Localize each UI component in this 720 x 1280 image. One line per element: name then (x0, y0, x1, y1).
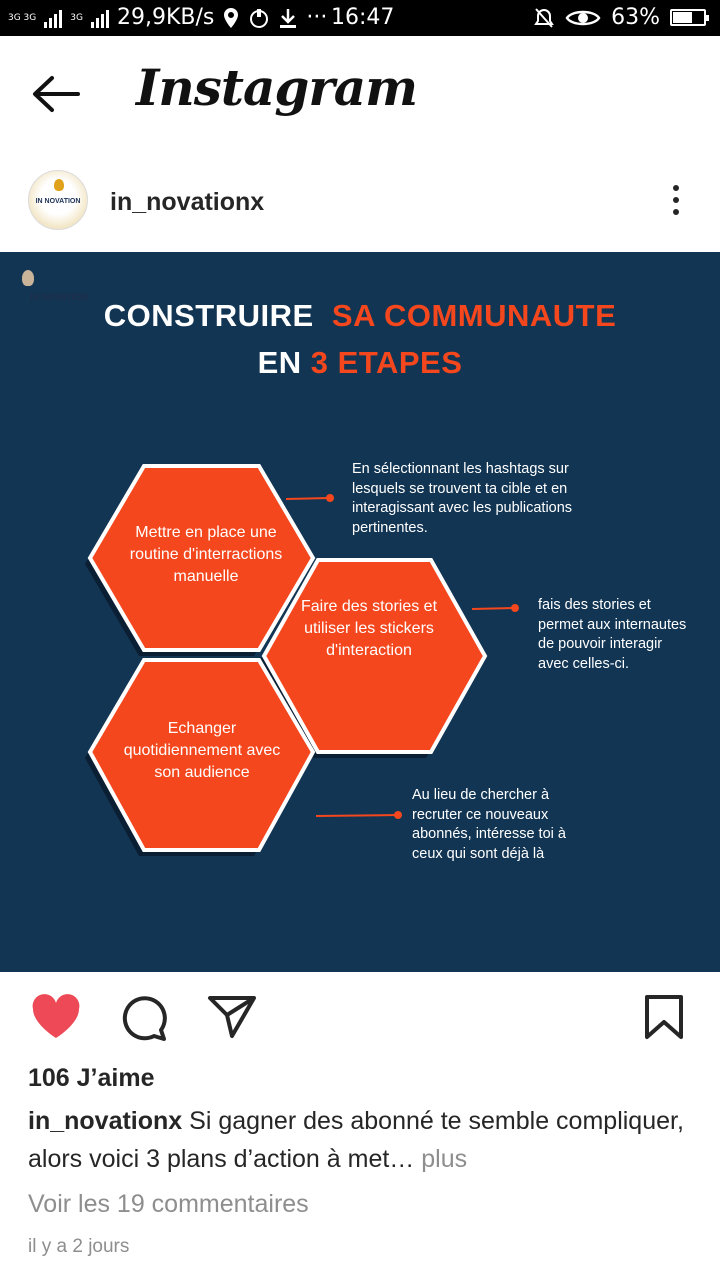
instagram-logo: Instagram (136, 58, 417, 117)
caption-more-link[interactable]: plus (421, 1145, 468, 1173)
comment-icon (118, 994, 170, 1044)
connector-dot-2 (511, 604, 519, 612)
more-dot-icon (673, 209, 679, 215)
note-3: Au lieu de chercher à recruter ce nouveaux abonnés, intéresse toi à ceux qui sont déjà là (412, 787, 566, 862)
overflow-dots: ··· (306, 5, 328, 30)
location-icon (222, 7, 240, 29)
more-dot-icon (673, 185, 679, 191)
hexagon-1-text: Mettre en place une routine d'interractions manuelle (129, 524, 283, 585)
connector-line-2 (472, 608, 515, 609)
connector-line-1 (286, 498, 330, 499)
post-caption (28, 1102, 692, 1178)
connector-dot-3 (394, 811, 402, 819)
heart-icon (30, 994, 82, 1040)
back-button[interactable] (30, 74, 82, 114)
mute-bell-icon (533, 7, 555, 29)
post-username[interactable]: in_novationx (110, 188, 265, 216)
battery-percent: 63% (611, 5, 660, 30)
app-header (0, 36, 720, 148)
like-count[interactable]: 106 J’aime (28, 1064, 155, 1092)
share-button[interactable] (206, 994, 258, 1045)
network-type: 3G 3G (8, 12, 37, 23)
send-icon (206, 994, 258, 1040)
post-actions (0, 972, 720, 1064)
like-button[interactable] (30, 994, 82, 1045)
hexagon-2-text: Faire des stories et utiliser les stickers d'interaction (300, 598, 438, 659)
signal-icon (44, 8, 62, 28)
brand-logo-text: IN NOVATION (30, 292, 88, 302)
connector-dot-1 (326, 494, 334, 502)
status-bar (0, 0, 720, 36)
battery-level (673, 12, 692, 23)
network-type-2: 3G (70, 12, 83, 23)
view-comments-link[interactable]: Voir les 19 commentaires (28, 1190, 309, 1218)
arrow-left-icon (30, 74, 82, 114)
hexagon-3-text: Echanger quotidiennement avec son audience (123, 720, 281, 781)
caption-text: Si gagner des abonné te semble compliquer, alors voici 3 plans d’action à met… (28, 1107, 684, 1173)
signal-icon-2 (91, 8, 109, 28)
headline-orange-2: 3 ETAPES (310, 345, 463, 380)
headline-white-2: EN (257, 345, 302, 380)
eye-comfort-icon (565, 7, 601, 29)
network-speed: 29,9KB/s (116, 5, 215, 30)
post-timestamp: il y a 2 jours (28, 1236, 130, 1257)
avatar-logo-text: IN NOVATION (35, 198, 81, 205)
data-saver-icon (248, 7, 270, 29)
save-button[interactable] (642, 994, 686, 1045)
clock: 16:47 (331, 5, 395, 30)
more-options-button[interactable] (664, 182, 688, 222)
note-2: fais des stories et permet aux internautes de pouvoir interagir avec celles-ci. (538, 597, 687, 672)
bookmark-icon (642, 994, 686, 1040)
download-icon (278, 7, 298, 29)
caption-username[interactable]: in_novationx (28, 1107, 183, 1135)
note-1: En sélectionnant les hashtags sur lesquels se trouvent ta cible et en interagissant avec les publications pertinentes. (352, 461, 573, 536)
connector-line-3 (316, 815, 398, 816)
comment-button[interactable] (118, 994, 170, 1049)
more-dot-icon (673, 197, 679, 203)
headline-orange-1: SA COMMUNAUTE (331, 298, 617, 333)
headline-white-1: CONSTRUIRE (103, 298, 314, 333)
avatar[interactable] (28, 170, 88, 230)
post-image[interactable] (0, 252, 720, 972)
post-header (0, 148, 720, 252)
battery-icon (670, 9, 706, 26)
bulb-icon (54, 179, 64, 191)
